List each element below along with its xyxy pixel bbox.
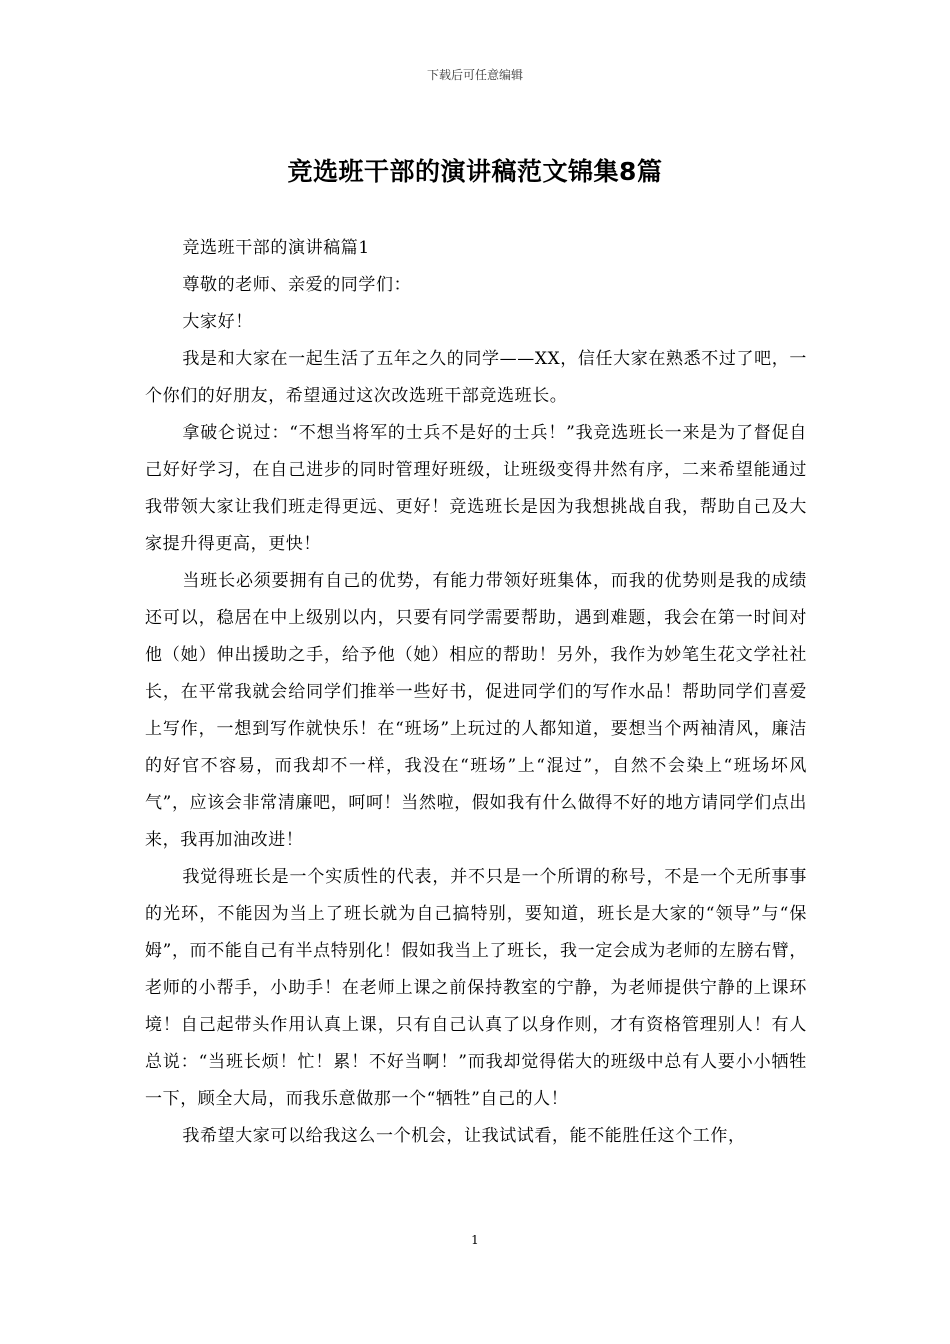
section-heading: 竞选班干部的演讲稿篇1 [182,238,370,258]
document-body [145,230,807,1155]
paragraph: 我觉得班长是一个实质性的代表，并不只是一个所谓的称号，不是一个无所事事的光环，不能因为当上了班长就为自己搞特别，要知道，班长是大家的“领导”与“保姆”，而不能自己有半点特别化！假如我当上了班长，我一定会成为老师的左膀右臂，老师的小帮手，小助手！在老师上课之前保持教室的宁静，为老师提供宁静的上课环境！自己起带头作用认真上课，只有自己认真了以身作则，才有资格管理别人！有人总说：“当班长烦！忙！累！不好当啊！”而我却觉得偌大的班级中总有人要小小牺牲一下，顾全大局，而我乐意做那一个“牺牲”自己的人！ [145,867,807,1109]
paragraph: 拿破仑说过：“不想当将军的士兵不是好的士兵！”我竞选班长一来是为了督促自己好好学习，在自己进步的同时管理好班级，让班级变得井然有序，二来希望能通过我带领大家让我们班走得更远、更好！竞选班长是因为我想挑战自我，帮助自己及大家提升得更高，更快！ [145,423,807,554]
paragraph: 我是和大家在一起生活了五年之久的同学——XX，信任大家在熟悉不过了吧，一个你们的好朋友，希望通过这次改选班干部竞选班长。 [145,349,807,406]
document-title: 竞选班干部的演讲稿范文锦集8篇 [287,157,663,186]
paragraph: 我希望大家可以给我这么一个机会，让我试试看，能不能胜任这个工作， [182,1126,746,1146]
page-number: 1 [471,1233,479,1247]
paragraph: 当班长必须要拥有自己的优势，有能力带领好班集体，而我的优势则是我的成绩还可以，稳居在中上级别以内，只要有同学需要帮助，遇到难题，我会在第一时间对他（她）伸出援助之手，给予他（她）相应的帮助！另外，我作为妙笔生花文学社社长，在平常我就会给同学们推举一些好书，促进同学们的写作水品！帮助同学们喜爱上写作，一想到写作就快乐！在“班场”上玩过的人都知道，要想当个两袖清风，廉洁的好官不容易，而我却不一样，我没在“班场”上“混过”，自然不会染上“班场坏风气”，应该会非常清廉吧，呵呵！当然啦，假如我有什么做得不好的地方请同学们点出来，我再加油改进！ [145,571,807,850]
salutation: 尊敬的老师、亲爱的同学们： [182,275,412,295]
header-note: 下载后可任意编辑 [426,68,523,82]
greeting: 大家好！ [182,312,253,332]
